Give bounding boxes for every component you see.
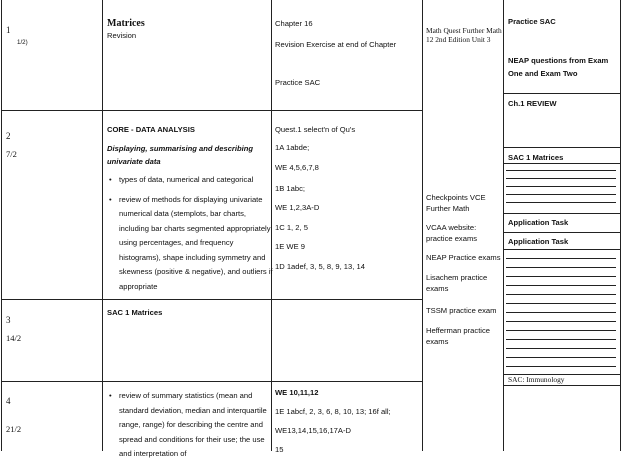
week-number: 2: [6, 131, 11, 141]
row-divider-1: [1, 110, 423, 111]
exercise-item: 1E WE 9: [275, 242, 305, 251]
topic-heading: CORE - DATA ANALYSIS: [107, 125, 195, 134]
topic-heading: SAC 1 Matrices: [107, 308, 163, 317]
column-divider-week: [102, 0, 103, 451]
ruled-line: [506, 170, 616, 171]
week-date: 7/2: [6, 149, 17, 159]
ruled-line: [506, 312, 616, 313]
week-date: 14/2: [6, 333, 22, 343]
assessment-item: SAC 1 Matrices: [508, 153, 564, 162]
assessment-divider-2: [503, 147, 620, 148]
week-date: 21/2: [6, 424, 22, 434]
ruled-line: [506, 294, 616, 295]
ruled-line: [506, 186, 616, 187]
ruled-line: [506, 267, 616, 268]
resource-textbook: Math Quest Further Math 12 2nd Edition Unit 3: [426, 26, 502, 44]
column-divider-exercises: [422, 0, 423, 451]
ruled-line: [506, 303, 616, 304]
assessment-divider-6: [503, 249, 620, 250]
ruled-line: [506, 178, 616, 179]
exercise-item: 1B 1abc;: [275, 184, 305, 193]
ruled-line: [506, 348, 616, 349]
topic-bullet-list: [107, 173, 277, 294]
exercise-item: 1E 1abcf, 2, 3, 6, 8, 10, 13; 16f all;: [275, 407, 391, 416]
exercise-item: WE 4,5,6,7,8: [275, 163, 319, 172]
assessment-divider-5: [503, 232, 620, 233]
assessment-item: Application Task: [508, 237, 569, 246]
assessment-divider-8: [503, 385, 620, 386]
resource-item: Checkpoints VCE Further Math: [426, 193, 486, 213]
resource-item: TSSM practice exam: [426, 306, 497, 315]
ruled-line: [506, 357, 616, 358]
resource-item: NEAP Practice exams: [426, 253, 501, 262]
assessment-divider-3: [503, 163, 620, 164]
exercise-item: Quest.1 select'n of Qu's: [275, 125, 356, 134]
exercise-item: 1D 1adef, 3, 5, 8, 9, 13, 14: [275, 262, 365, 271]
row-divider-2: [1, 299, 423, 300]
ruled-line: [506, 321, 616, 322]
resource-item: Lisachem practice exams: [426, 273, 488, 293]
week-date: 1/2): [17, 39, 28, 46]
exercise-item: Chapter 16: [275, 19, 313, 28]
topic-title: Matrices: [107, 18, 145, 29]
column-divider-resources: [503, 0, 504, 451]
ruled-line: [506, 258, 616, 259]
assessment-item: Ch.1 REVIEW: [508, 99, 557, 108]
ruled-line: [506, 276, 616, 277]
assessment-item: SAC: Immunology: [508, 375, 565, 384]
week-number: 3: [6, 315, 11, 325]
assessment-item: Application Task: [508, 218, 569, 227]
topic-bullet: • review of methods for displaying univariate numerical data (stemplots, bar charts, including bar charts segmented appropriately using percentages, and frequency histograms), shape including symmetry and skewness (positive & negative), and outliers if appropriate: [107, 193, 277, 295]
assessment-divider-1: [503, 93, 620, 94]
assessment-divider-4: [503, 213, 620, 214]
ruled-line: [506, 285, 616, 286]
table-border-left: [1, 0, 2, 451]
exercise-item: WE13,14,15,16,17A-D: [275, 426, 351, 435]
resource-item: Hefferman practice exams: [426, 326, 491, 346]
week-number: 1: [6, 25, 11, 35]
exercise-item: 15: [275, 445, 284, 454]
table-border-right: [620, 0, 621, 451]
topic-bullet-list: [107, 389, 275, 462]
row-divider-3: [1, 381, 423, 382]
assessment-item: Practice SAC: [508, 17, 556, 26]
ruled-line: [506, 330, 616, 331]
topic-subheading: Displaying, summarising and describing univariate data: [107, 144, 254, 166]
assessment-item: NEAP questions from Exam One and Exam Two: [508, 56, 609, 78]
exercise-item: 1A 1abde;: [275, 143, 310, 152]
exercise-item: WE 10,11,12: [275, 388, 319, 397]
ruled-line: [506, 339, 616, 340]
exercise-item: Practice SAC: [275, 78, 321, 87]
exercise-item: Revision Exercise at end of Chapter: [275, 40, 397, 49]
ruled-line: [506, 202, 616, 203]
ruled-line: [506, 366, 616, 367]
resource-item: VCAA website: practice exams: [426, 223, 478, 243]
week-number: 4: [6, 396, 11, 406]
topic-bullet: • review of summary statistics (mean and standard deviation, median and interquartile range, range) for describing the centre and spread and conditions for their use; the use and interpretation of: [107, 389, 275, 462]
ruled-line: [506, 194, 616, 195]
exercise-item: 1C 1, 2, 5: [275, 223, 308, 232]
topic-subtitle: Revision: [107, 31, 137, 40]
topic-bullet: • types of data, numerical and categorical: [107, 173, 277, 188]
exercise-item: WE 1,2,3A-D: [275, 203, 320, 212]
